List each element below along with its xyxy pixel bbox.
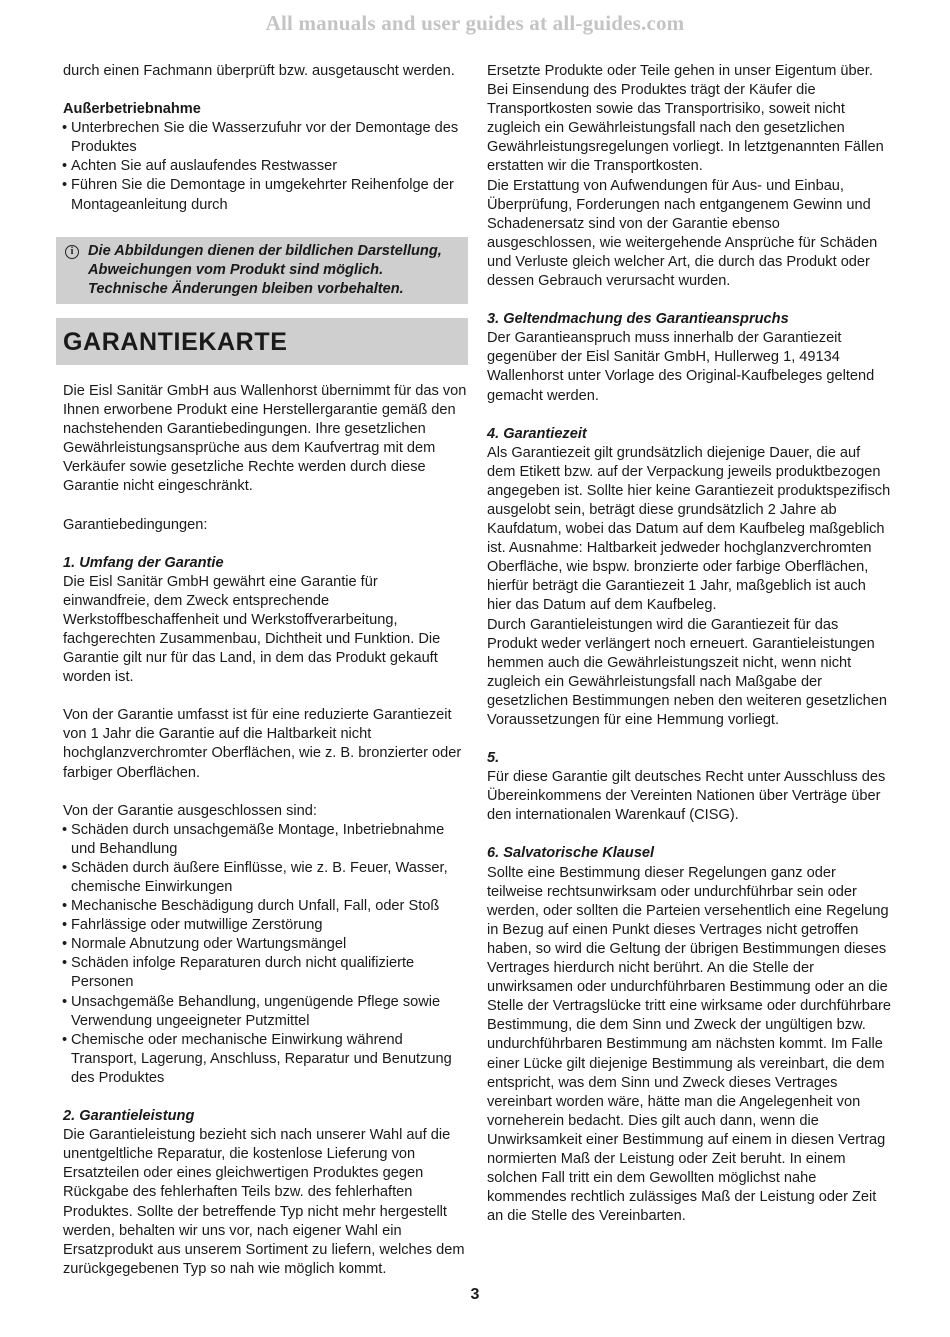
claim-heading: 3. Geltendmachung des Garantieanspruchs [487,311,789,328]
list-item: • Achten Sie auf auslaufendes Restwasser [63,157,468,176]
service-heading: 2. Garantieleistung [63,1108,195,1125]
list-item: • Schäden infolge Reparaturen durch nicht qualifizierte Personen [63,954,468,992]
list-item: • Führen Sie die Demontage in umgekehrter Reihenfolge der Montageanleitung durch [63,176,468,214]
list-item: • Unterbrechen Sie die Wasserzufuhr vor der Demontage des Produktes [63,119,468,157]
list-item: • Fahrlässige oder mutwillige Zerstörung [63,916,468,935]
law-text: Für diese Garantie gilt deutsches Recht unter Ausschluss des Übereinkommens der Vereinten Nationen über Verträge über den internationalen Warenkauf (CISG). [487,769,886,824]
service-continued-1: Ersetzte Produkte oder Teile gehen in unser Eigentum über. Bei Einsendung des Produktes trägt der Käufer die Transportkosten sowie das Transportrisiko, soweit nicht zugleich ein Gewährleistungsfall nach den gesetzlichen Gewährleistungsregelungen vorliegt. In letztgenannten Fällen erstatten wir die Transportkosten. [487,63,884,175]
list-item: • Schäden durch unsachgemäße Montage, Inbetriebnahme und Behandlung [63,821,468,859]
scope-heading: 1. Umfang der Garantie [63,554,224,571]
service-text: Die Garantieleistung bezieht sich nach unserer Wahl auf die unentgeltliche Reparatur, die kostenlose Lieferung von Ersatzteilen oder eines gleichwertigen Produktes gegen Rückgabe des fehlerhaften Teils bzw. des fehlerhaften Produktes. Sollte der betreffende Typ nicht mehr hergestellt werden, behalten wir uns vor, nach eigener Wahl ein Ersatzprodukt aus unserem Sortiment zu liefern, welches dem zurückgegebenen Typ so nah wie möglich kommt. [63,1127,465,1277]
service-continued-2: Die Erstattung von Aufwendungen für Aus- und Einbau, Überprüfung, Forderungen nach entgangenem Gewinn und Schadenersatz sind von der Garantie ebenso ausgeschlossen, wie weitergehende Ansprüche für Schäden und Verluste gleich welcher Art, die durch das Produkt oder dessen Gebrauch verursacht wurden. [487,177,878,290]
list-item: • Chemische oder mechanische Einwirkung während Transport, Lagerung, Anschluss, Reparatur und Benutzung des Produktes [63,1031,468,1088]
list-item: • Mechanische Beschädigung durch Unfall, Fall, oder Stoß [63,897,468,916]
decommission-heading: Außerbetriebnahme [63,101,201,118]
severability-text: Sollte eine Bestimmung dieser Regelungen ganz oder teilweise rechtsunwirksam oder undurchführbar sein oder werden, oder sollten die Parteien versehentlich eine Regelung in Bezug auf einen Punkt dieses Vertrages nicht getroffen haben, so wird die Geltung der übrigen Bestimmungen dieses Vertrages hierdurch nicht berührt. An die Stelle der unwirksamen oder undurchführbaren Bestimmung oder an die Stelle der Vertragslücke tritt eine wirksame oder durchführbare Bestimmung, die dem Sinn und Zweck der ungültigen bzw. undurchführbaren Bestimmung am nächsten kommt. Im Falle einer Lücke gilt diejenige Bestimmung als vereinbart, die dem entspricht, was dem Sinn und Zweck dieses Vertrages vereinbart worden wäre, hätte man die Angelegenheit von vorneherein bedacht. Dies gilt auch dann, wenn die Unwirksamkeit einer Bestimmung auf einem in diesen Vertrag normierten Maß der Leistung oder Zeit beruht. In einem solchen Fall tritt ein dem Gewollten möglichst nahe kommendes rechtlich zulässiges Maß der Leistung oder Zeit an die Stelle des Vereinbarten. [487,864,891,1225]
decommission-list [63,119,468,214]
law-heading: 5. [487,750,500,767]
scope-text: Die Eisl Sanitär GmbH gewährt eine Garantie für einwandfreie, dem Zweck entsprechende Werkstoffbeschaffenheit und Werkstoffverarbeitung, fachgerechten Zusammenbau, Dichtheit und Funktion. Die Garantie gilt nur für das Land, in dem das Produkt gekauft worden ist. [63,573,441,686]
period-heading: 4. Garantiezeit [487,425,587,442]
scope-reduced-text: Von der Garantie umfasst ist für eine reduzierte Garantiezeit von 1 Jahr die Garantie auf die Haltbarkeit nicht hochglanzverchromter Oberflächen, wie z. B. bronzierter oder farbiger Oberflächen. [63,707,462,781]
warranty-intro: Die Eisl Sanitär GmbH aus Wallenhorst übernimmt für das von Ihnen erworbene Produkt eine Herstellergarantie gemäß den nachstehenden Garantiebedingungen. Ihre gesetzlichen Gewährleistungsansprüche aus dem Kaufvertrag mit dem Verkäufer sowie gesetzliche Rechte werden durch diese Garantie nicht eingeschränkt. [63,382,467,495]
list-item: • Schäden durch äußere Einflüsse, wie z. B. Feuer, Wasser, chemische Einwirkungen [63,859,468,897]
conditions-label: Garantiebedingungen: [63,516,208,533]
left-column [63,62,468,1279]
note-text: Die Abbildungen dienen der bildlichen Darstellung, Abweichungen vom Produkt sind möglich. Technische Änderungen bleiben vorbehalten. [88,242,442,297]
claim-text: Der Garantieanspruch muss innerhalb der Garantiezeit gegenüber der Eisl Sanitär GmbH, Hullerweg 1, 49134 Wallenhorst unter Vorlage des Original-Kaufbeleges geltend gemacht werden. [487,330,875,404]
exclusions-list [63,821,468,1088]
list-item: • Normale Abnutzung oder Wartungsmängel [63,935,468,954]
intro-continued: durch einen Fachmann überprüft bzw. ausgetauscht werden. [63,63,455,79]
info-icon: i [65,245,79,259]
note-box [56,237,468,304]
section-title: GARANTIEKARTE [56,318,468,365]
exclusions-label: Von der Garantie ausgeschlossen sind: [63,802,317,819]
period-text: Als Garantiezeit gilt grundsätzlich diejenige Dauer, die auf dem Etikett bzw. auf der Verpackung jeweils produktbezogen angegeben ist. Sollte hier keine Garantiezeit produktspezifisch ausgelobt sein, beträgt diese grundsätzlich 2 Jahre ab Kaufdatum, wobei das Datum auf dem Kaufbeleg maßgeblich ist. Ausnahme: Haltbarkeit jedweder hochglanzverchromten Oberfläche, wie bspw. bronzierte oder farbige Oberflächen, hierfür beträgt die Garantiezeit 1 Jahr, maßgeblich ist auch hier das Datum auf dem Kaufbeleg. [487,444,891,614]
watermark: All manuals and user guides at all-guides.com [265,11,685,35]
right-column [487,62,892,1226]
severability-heading: 6. Salvatorische Klausel [487,845,655,862]
page-number: 3 [470,1286,480,1303]
list-item: • Unsachgemäße Behandlung, ungenügende Pflege sowie Verwendung ungeeigneter Putzmittel [63,993,468,1031]
period-text-2: Durch Garantieleistungen wird die Garantiezeit für das Produkt weder verlängert noch erneuert. Garantieleistungen hemmen auch die Gewährleistungszeit nicht, wenn nicht zugleich ein Gewährleistungsfall nach Maßgabe der gesetzlichen Bestimmungen neben den weiteren gesetzlichen Voraussetzungen für eine Hemmung vorliegt. [487,616,887,728]
